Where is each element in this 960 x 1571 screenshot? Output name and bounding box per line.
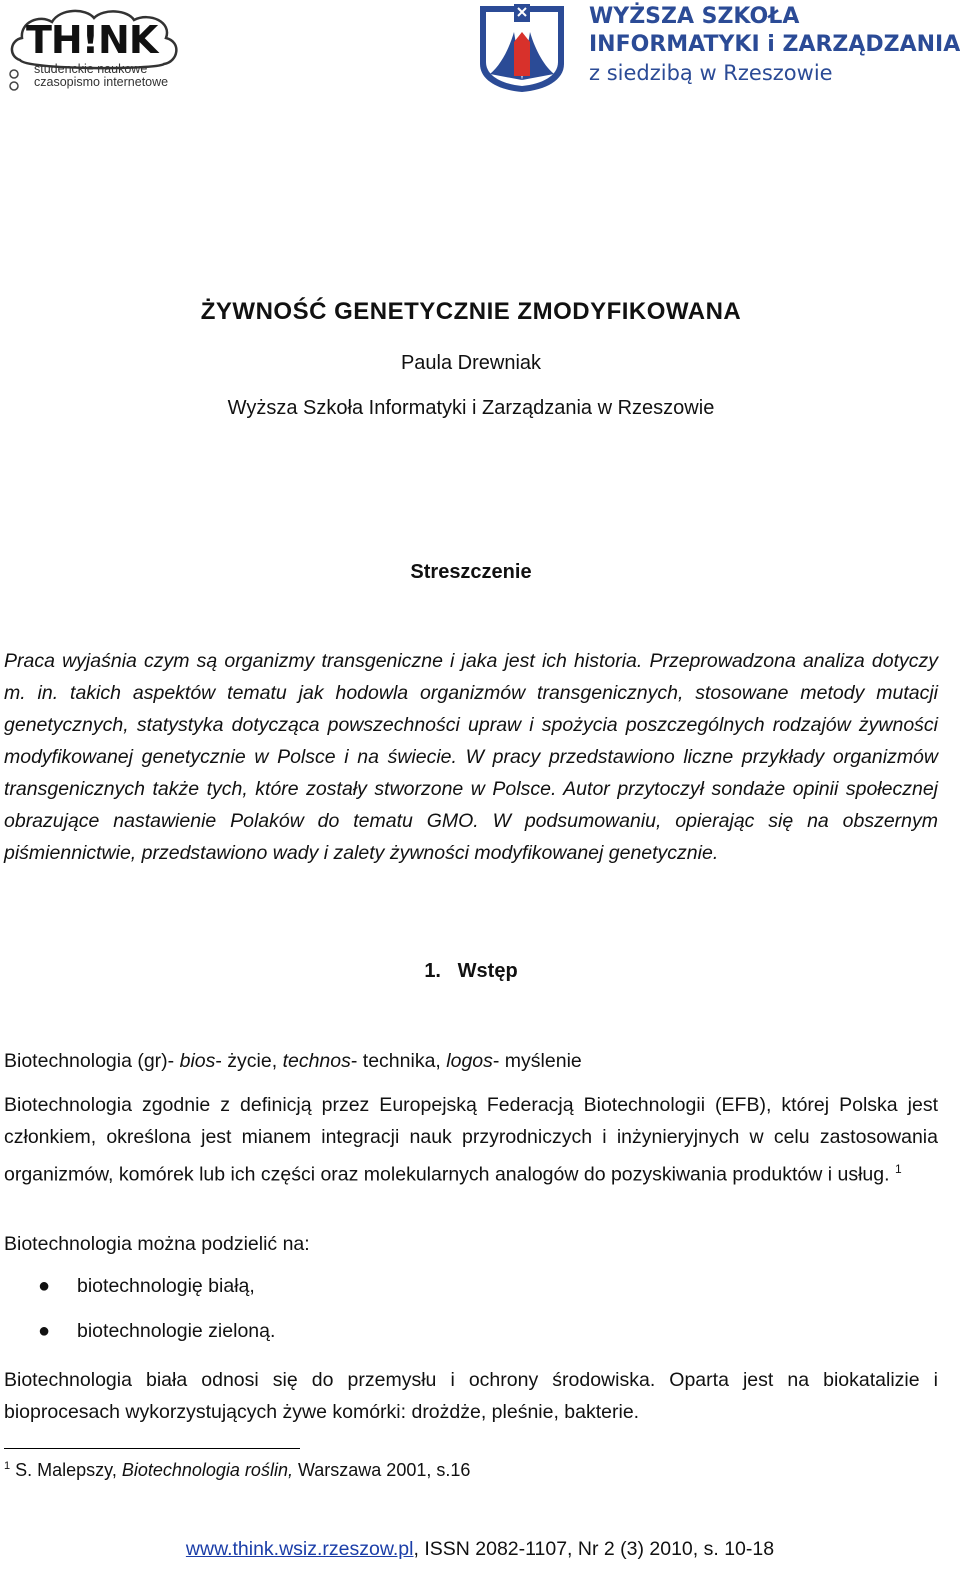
journal-link[interactable]: www.think.wsiz.rzeszow.pl [185, 1538, 414, 1560]
definition-text: Biotechnologia zgodnie z definicją przez Europejską Federacją Biotechnologii (EFB), której Polska jest członkiem, określona jest mianem integracji nauk przyrodniczych i inżynieryjnych w celu zastosowania organizmów, komórek lub ich części oraz molekularnych analogów do pozyskiwania produktów i usług. [4, 1094, 938, 1186]
article-author: Paula Drewniak [400, 352, 542, 374]
article-title: ŻYWNOŚĆ GENETYCZNIE ZMODYFIKOWANA [200, 298, 742, 325]
term-logos-meaning: - myślenie [492, 1050, 582, 1072]
term-technos: technos [282, 1050, 351, 1072]
definition-paragraph [4, 1089, 938, 1191]
footnote-details: Warszawa 2001, s.16 [292, 1460, 471, 1480]
list-item: biotechnologie zieloną. [77, 1320, 276, 1342]
term-bios-meaning: - życie, [215, 1050, 283, 1072]
footnote [4, 1460, 470, 1481]
term-logos: logos [446, 1050, 493, 1072]
list-item: biotechnologię białą, [77, 1275, 255, 1297]
think-tagline-2: czasopismo internetowe [34, 75, 169, 89]
author-affiliation: Wyższa Szkoła Informatyki i Zarządzania w Rzeszowie [227, 397, 715, 419]
footnote-number: 1 [4, 1460, 11, 1472]
bullet-icon: ● [38, 1275, 51, 1297]
school-name-line-2: INFORMATYKI i ZARZĄDZANIA [589, 32, 960, 57]
section-heading-intro [0, 960, 942, 983]
think-logo [6, 4, 190, 92]
term-bios: bios [179, 1050, 216, 1072]
term-technos-meaning: - technika, [350, 1050, 447, 1072]
etymology-line [4, 1045, 938, 1077]
footnote-author: S. Malepszy, [15, 1460, 122, 1480]
bullet-icon: ● [38, 1320, 51, 1342]
think-tagline-1: studenckie naukowe [34, 62, 148, 76]
footer-citation: , ISSN 2082-1107, Nr 2 (3) 2010, s. 10-18 [413, 1538, 775, 1560]
footnote-reference[interactable]: 1 [894, 1162, 902, 1176]
school-name-line-1: WYŻSZA SZKOŁA [589, 4, 800, 29]
section-title: Wstęp [457, 960, 518, 982]
division-intro: Biotechnologia można podzielić na: [4, 1233, 310, 1255]
page-footer [0, 1538, 960, 1561]
section-number: 1. [424, 960, 441, 982]
school-name-line-3: z siedzibą w Rzeszowie [589, 61, 833, 85]
school-crest-logo [476, 2, 568, 94]
abstract-heading: Streszczenie [410, 561, 532, 583]
footnote-divider [4, 1448, 300, 1449]
think-brand: TH!NK [26, 18, 158, 62]
footnote-book-title: Biotechnologia roślin, [121, 1460, 293, 1480]
white-biotech-paragraph: Biotechnologia biała odnosi się do przemysłu i ochrony środowiska. Oparta jest na biokatalizie i bioprocesach wykorzystujących żywe komórki: drożdże, pleśnie, bakterie. [4, 1369, 938, 1423]
abstract-text: Praca wyjaśnia czym są organizmy transgeniczne i jaka jest ich historia. Przeprowadzona analiza dotyczy m. in. takich aspektów tematu jak hodowla organizmów transgenicznych, stosowane metody mutacji genetycznych, statystyka dotycząca powszechności upraw i spożycia poszczególnych rodzajów żywności modyfikowanej genetycznie w Polsce i na świecie. W pracy przedstawiono liczne przykłady organizmów transgenicznych także tych, które zostały stworzone w Polsce. Autor przytoczył sondaże opinii społecznej obrazujące nastawienie Polaków do tematu GMO. W podsumowaniu, opierając się na obszernym piśmiennictwie, przedstawiono wady i zalety żywności modyfikowanej genetycznie. [4, 650, 938, 864]
etymology-prefix: Biotechnologia (gr)- [4, 1050, 180, 1072]
